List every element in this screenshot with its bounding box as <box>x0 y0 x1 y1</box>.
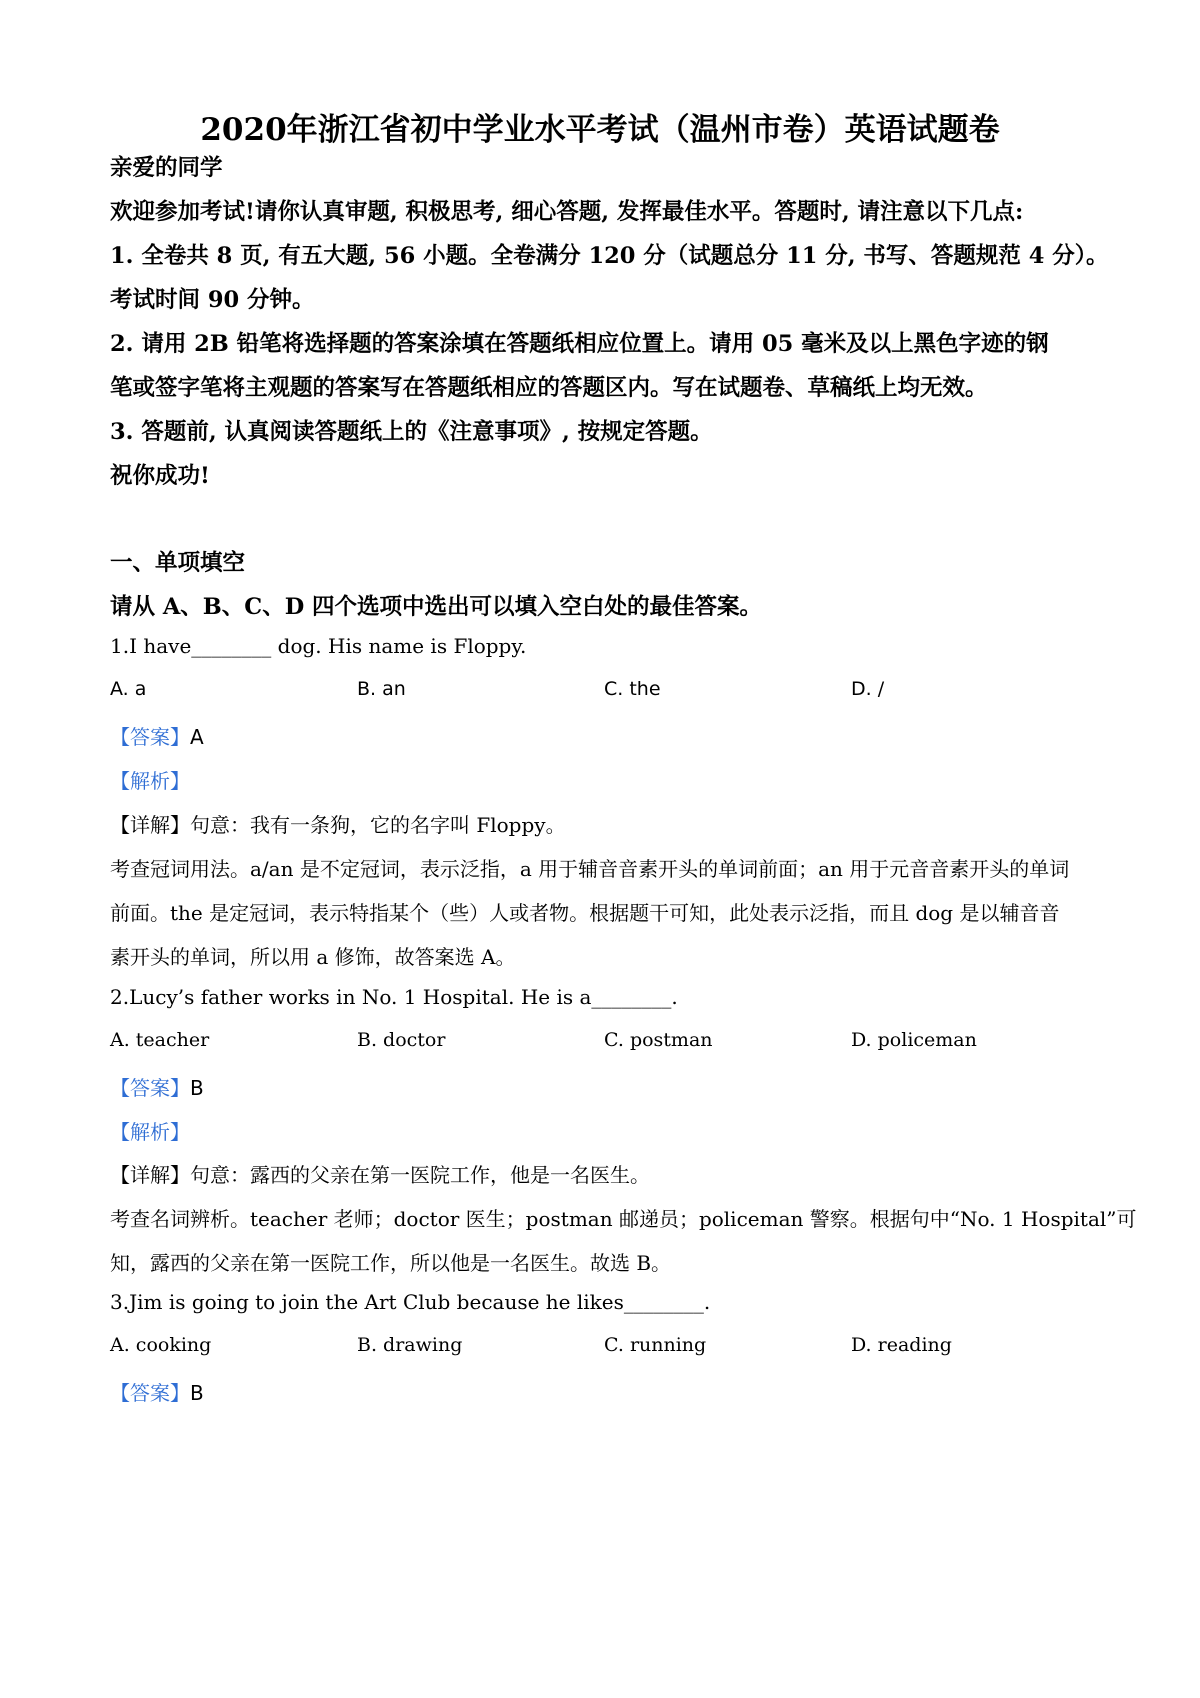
analysis-label: 【解析】 <box>110 769 190 793</box>
question-1-explanation-line: 前面。the 是定冠词，表示特指某个（些）人或者物。根据题干可知，此处表示泛指，而且 dog 是以辅音音 <box>110 901 1060 925</box>
option-c: C. postman <box>604 1029 713 1051</box>
option-c: C. running <box>604 1334 707 1356</box>
option-a: A. teacher <box>110 1029 210 1051</box>
note-1: 1. 全卷共 8 页, 有五大题, 56 小题。全卷满分 120 分（试题总分 11 分, 书写、答题规范 4 分）。 <box>110 243 1109 269</box>
answer-row-3 <box>110 1377 204 1406</box>
question-2-explanation-line: 知，露西的父亲在第一医院工作，所以他是一名医生。故选 B。 <box>110 1251 672 1275</box>
note-2-cont: 笔或签字笔将主观题的答案写在答题纸相应的答题区内。写在试题卷、草稿纸上均无效。 <box>110 375 988 401</box>
question-1-stem: 1.I have________ dog. His name is Floppy. <box>110 634 527 658</box>
section-heading: 一、单项填空 <box>110 550 246 576</box>
question-2-stem: 2.Lucy’s father works in No. 1 Hospital. He is a________. <box>110 985 678 1009</box>
question-1-detail: 【详解】句意：我有一条狗，它的名字叫 Floppy。 <box>110 813 566 837</box>
greeting: 亲爱的同学 <box>110 155 223 181</box>
note-2: 2. 请用 2B 铅笔将选择题的答案涂填在答题纸相应位置上。请用 05 毫米及以上黑色字迹的钢 <box>110 331 1049 357</box>
question-2-detail: 【详解】句意：露西的父亲在第一医院工作，他是一名医生。 <box>110 1163 650 1187</box>
analysis-label: 【解析】 <box>110 1120 190 1144</box>
option-c: C. the <box>604 678 661 700</box>
option-b: B. drawing <box>357 1334 463 1356</box>
note-1-cont: 考试时间 90 分钟。 <box>110 287 315 313</box>
answer-row-2 <box>110 1072 204 1101</box>
answer-row-1 <box>110 721 204 750</box>
answer-label: 【答案】 <box>110 1076 190 1100</box>
note-3: 3. 答题前, 认真阅读答题纸上的《注意事项》, 按规定答题。 <box>110 419 713 445</box>
option-b: B. an <box>357 678 406 700</box>
answer-label: 【答案】 <box>110 725 190 749</box>
answer-value: B <box>190 1076 204 1100</box>
option-d: D. reading <box>851 1334 952 1356</box>
answer-value: A <box>190 725 204 749</box>
question-1-explanation-line: 素开头的单词，所以用 a 修饰，故答案选 A。 <box>110 945 516 969</box>
intro-text: 欢迎参加考试!请你认真审题, 积极思考, 细心答题, 发挥最佳水平。答题时, 请注意以下几点: <box>110 199 1024 225</box>
option-d: D. policeman <box>851 1029 977 1051</box>
question-3-stem: 3.Jim is going to join the Art Club because he likes________. <box>110 1290 711 1314</box>
question-2-explanation-line: 考查名词辨析。teacher 老师；doctor 医生；postman 邮递员；policeman 警察。根据句中“No. 1 Hospital”可 <box>110 1207 1137 1231</box>
option-a: A. a <box>110 678 147 700</box>
question-1-explanation-line: 考查冠词用法。a/an 是不定冠词，表示泛指，a 用于辅音音素开头的单词前面；an 用于元音音素开头的单词 <box>110 857 1070 881</box>
page-title: 2020年浙江省初中学业水平考试（温州市卷）英语试题卷 <box>200 112 1000 148</box>
option-b: B. doctor <box>357 1029 446 1051</box>
answer-label: 【答案】 <box>110 1381 190 1405</box>
section-instruction: 请从 A、B、C、D 四个选项中选出可以填入空白处的最佳答案。 <box>110 594 763 620</box>
answer-value: B <box>190 1381 204 1405</box>
option-d: D. / <box>851 678 885 700</box>
option-a: A. cooking <box>110 1334 212 1356</box>
closing-text: 祝你成功! <box>110 463 210 489</box>
